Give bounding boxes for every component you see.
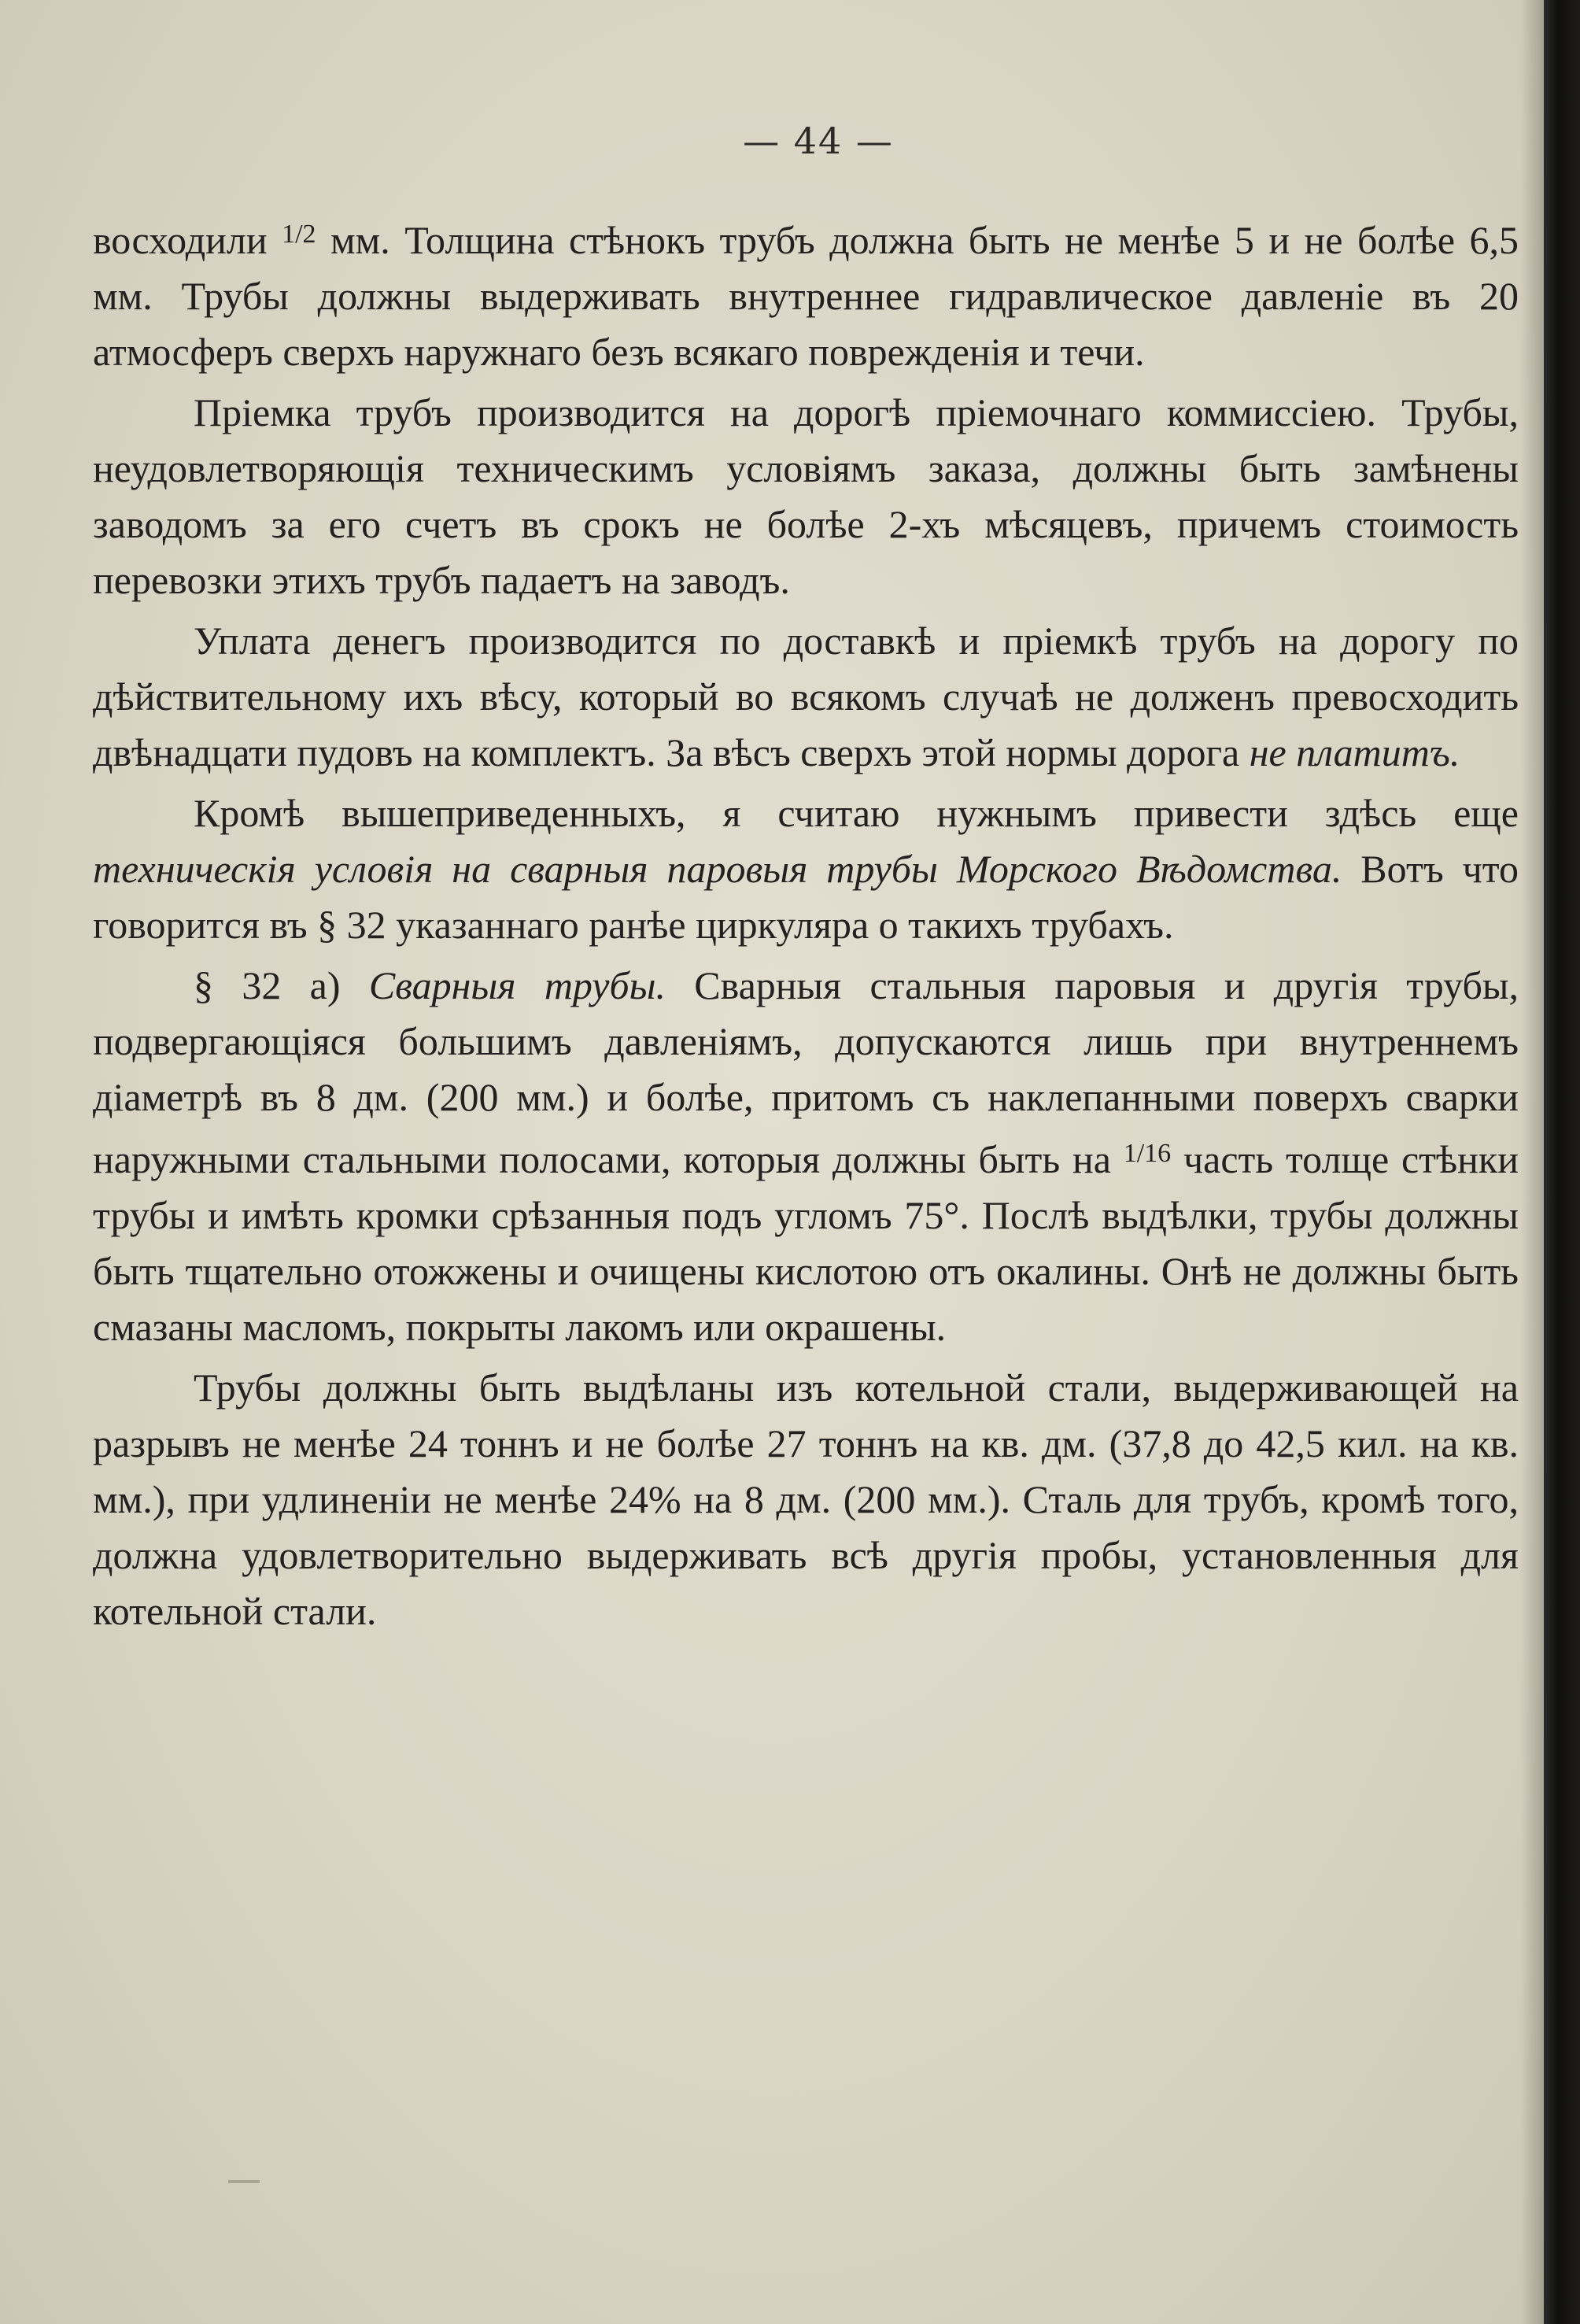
paragraph [93, 385, 1519, 608]
text-run: мм. Толщина стѣнокъ трубъ должна быть не менѣе 5 и не болѣе 6,5 мм. Трубы должны выдерживать внутреннее гидравлическое давленіе въ 20 атмосферъ сверхъ наружнаго безъ всякаго поврежденія и течи. [93, 218, 1519, 374]
text-run: Пріемка трубъ производится на дорогѣ пріемочнаго коммиссіею. Трубы, неудовлетворяющія техническимъ условіямъ заказа, должны быть замѣнены заводомъ за его счетъ въ срокъ не болѣе 2-хъ мѣсяцевъ, причемъ стоимость перевозки этихъ трубъ падаетъ на заводъ. [93, 390, 1519, 602]
text-run: Вотъ что говорится въ § 32 указаннаго ранѣе циркуляра о такихъ трубахъ. [93, 847, 1519, 947]
paragraph [93, 1360, 1519, 1639]
text-run: Кромѣ вышеприведенныхъ, я считаю нужнымъ привести здѣсь еще [194, 791, 1519, 835]
text-run: восходили [93, 218, 282, 262]
print-blemish [228, 2180, 260, 2183]
paragraph [93, 785, 1519, 953]
page-number: — 44 — [743, 120, 894, 162]
italic-emphasis: техническія условія на сварныя паровыя трубы Морского Вѣдомства. [93, 847, 1342, 891]
fraction: 1/16 [1123, 1139, 1172, 1168]
text-run: часть толще стѣнки трубы и имѣть кромки срѣзанныя подъ угломъ 75°. Послѣ выдѣлки, трубы должны быть тщательно отожжены и очищены кислотою отъ окалины. Онѣ не должны быть смазаны масломъ, покрыты лакомъ или окрашены. [93, 1137, 1519, 1349]
text-run: Уплата денегъ производится по доставкѣ и пріемкѣ трубъ на дорогу по дѣйствительному ихъ вѣсу, который во всякомъ случаѣ не долженъ превосходить двѣнадцати пудовъ на комплектъ. За вѣсъ сверхъ этой нормы дорога [93, 619, 1519, 774]
text-run: Сварныя стальныя паровыя и другія трубы, подвергающіяся большимъ давленіямъ, допускаются лишь при внутреннемъ діаметрѣ въ 8 дм. (200 мм.) и болѣе, притомъ съ наклепанными поверхъ сварки наружными стальными полосами, которыя должны быть на [93, 963, 1519, 1181]
paragraph [93, 958, 1519, 1355]
book-binding-edge [1544, 0, 1580, 2324]
italic-emphasis: не платитъ. [1249, 730, 1460, 774]
text-run: § 32 а) [194, 963, 369, 1007]
body-text [93, 206, 1519, 1644]
fraction: 1/2 [282, 220, 316, 249]
italic-emphasis: Сварныя трубы. [368, 963, 666, 1007]
paragraph [93, 613, 1519, 781]
page-shadow [1520, 0, 1544, 2324]
paragraph [93, 206, 1519, 380]
text-run: Трубы должны быть выдѣланы изъ котельной стали, выдерживающей на разрывъ не менѣе 24 тоннъ и не болѣе 27 тоннъ на кв. дм. (37,8 до 42,5 кил. на кв. мм.), при удлиненіи не менѣе 24% на 8 дм. (200 мм.). Сталь для трубъ, кромѣ того, должна удовлетворительно выдерживать всѣ другія пробы, установленныя для котельной стали. [93, 1365, 1519, 1633]
